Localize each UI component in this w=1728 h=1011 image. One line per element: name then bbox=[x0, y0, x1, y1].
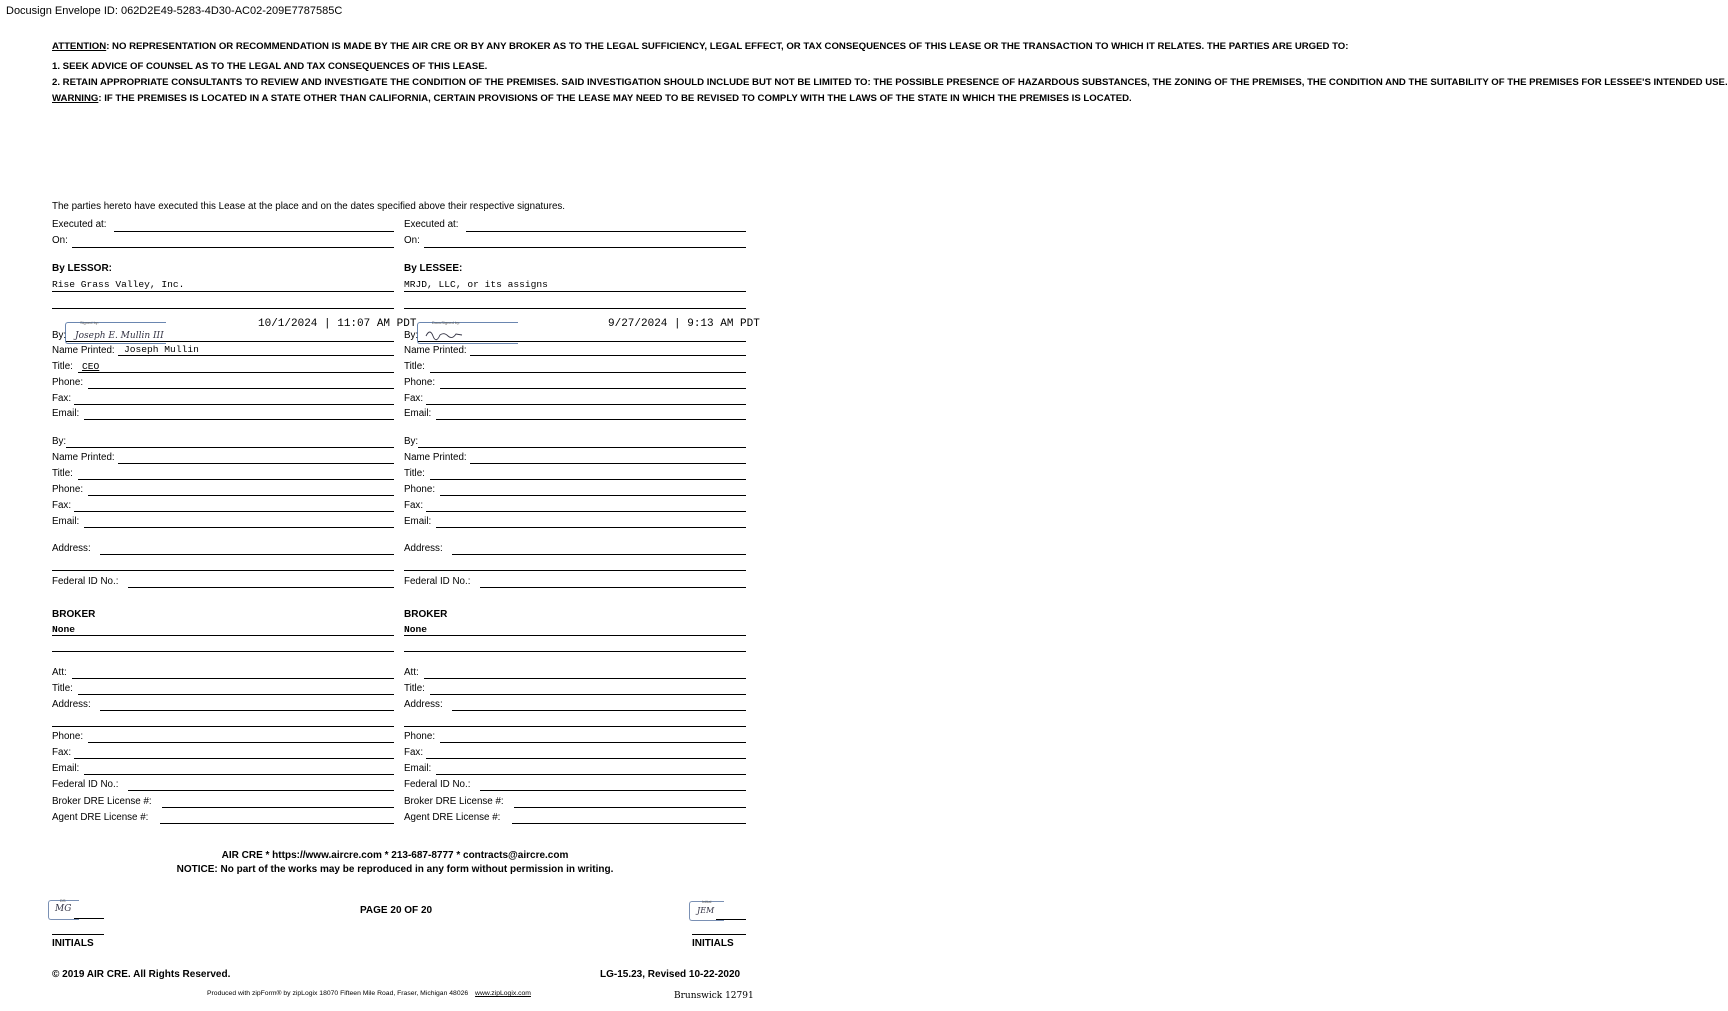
lessee-by-line[interactable] bbox=[418, 341, 746, 342]
lessor-fax2-label: Fax: bbox=[52, 500, 72, 511]
lessor-address-line-2[interactable] bbox=[52, 570, 394, 571]
lessor-executed-at-label: Executed at: bbox=[52, 219, 107, 230]
broker-right-email-label: Email: bbox=[404, 763, 432, 774]
left-initials-line bbox=[74, 918, 104, 919]
lessee-email-line[interactable] bbox=[436, 419, 746, 420]
lessor-fax-label: Fax: bbox=[52, 393, 72, 404]
lessor-signature[interactable]: Joseph E. Mullin III bbox=[75, 331, 164, 341]
lessee-timestamp: 9/27/2024 | 9:13 AM PDT bbox=[608, 318, 760, 330]
attention-text: : NO REPRESENTATION OR RECOMMENDATION IS MADE BY THE AIR CRE OR BY ANY BROKER AS TO THE LEGAL SUFFICIENCY, LEGAL EFFECT, OR TAX CONSEQUENCES OF THIS LEASE OR THE TRANSACTION TO WHICH IT RELATES. THE PARTIES ARE URGED TO: bbox=[106, 41, 1349, 52]
broker-right-dre-line[interactable] bbox=[514, 807, 746, 808]
envelope-id: Docusign Envelope ID: 062D2E49-5283-4D30-AC02-209E7787585C bbox=[6, 5, 343, 17]
lessor-heading: By LESSOR: bbox=[52, 263, 113, 274]
lessee-signed-by-tag: DocuSigned by: bbox=[432, 320, 461, 325]
broker-left-dre-line[interactable] bbox=[162, 807, 394, 808]
lessor-title2-label: Title: bbox=[52, 468, 73, 479]
lessor-title-line[interactable] bbox=[78, 372, 394, 373]
lessor-email-label: Email: bbox=[52, 408, 80, 419]
lessee-name2-line[interactable] bbox=[470, 463, 746, 464]
lessor-name2-line[interactable] bbox=[118, 463, 394, 464]
lessor-entity-line bbox=[52, 291, 394, 292]
lessor-federal-id-line[interactable] bbox=[128, 587, 394, 588]
lessee-title-label: Title: bbox=[404, 361, 425, 372]
lessor-address-label: Address: bbox=[52, 543, 91, 554]
lessor-entity-line-2 bbox=[52, 308, 394, 309]
lessor-on-line[interactable] bbox=[72, 247, 394, 248]
broker-left-value: None bbox=[52, 624, 76, 635]
broker-left-att-label: Att: bbox=[52, 667, 67, 678]
broker-left-federal-id-line[interactable] bbox=[128, 790, 394, 791]
lessee-email2-line[interactable] bbox=[436, 527, 746, 528]
ziplogix-link[interactable]: www.zipLogix.com bbox=[475, 990, 531, 997]
lessee-by2-line[interactable] bbox=[418, 447, 746, 448]
lessor-name: Joseph Mullin bbox=[124, 344, 199, 355]
warning-label: WARNING bbox=[52, 93, 99, 104]
lessee-address-label: Address: bbox=[404, 543, 443, 554]
lessee-entity-line bbox=[404, 291, 746, 292]
lessor-timestamp: 10/1/2024 | 11:07 AM PDT bbox=[258, 318, 417, 330]
broker-left-fax-label: Fax: bbox=[52, 747, 72, 758]
lessee-on-line[interactable] bbox=[424, 247, 746, 248]
lessor-fax-line[interactable] bbox=[74, 404, 394, 405]
broker-left-email-label: Email: bbox=[52, 763, 80, 774]
lessee-title2-label: Title: bbox=[404, 468, 425, 479]
broker-right-line[interactable] bbox=[404, 635, 746, 636]
broker-left-title-label: Title: bbox=[52, 683, 73, 694]
lessee-phone2-line[interactable] bbox=[440, 495, 746, 496]
broker-right-fax-label: Fax: bbox=[404, 747, 424, 758]
lessee-name-label: Name Printed: bbox=[404, 345, 467, 356]
lessor-address-line[interactable] bbox=[100, 554, 394, 555]
lessee-title2-line[interactable] bbox=[430, 479, 746, 480]
lessee-phone2-label: Phone: bbox=[404, 484, 436, 495]
intro-text: The parties hereto have executed this Lease at the place and on the dates specified above their respective signatures. bbox=[52, 201, 566, 212]
lessor-phone-line[interactable] bbox=[88, 388, 394, 389]
page-number: PAGE 20 OF 20 bbox=[360, 905, 433, 916]
lessor-phone2-label: Phone: bbox=[52, 484, 84, 495]
zipform-credit bbox=[207, 990, 531, 997]
lessor-name-label: Name Printed: bbox=[52, 345, 115, 356]
lessor-by-line[interactable] bbox=[66, 341, 394, 342]
lessor-by2-line[interactable] bbox=[66, 447, 394, 448]
lessor-on-label: On: bbox=[52, 235, 68, 246]
lessee-address-line-2[interactable] bbox=[404, 570, 746, 571]
lessee-by2-label: By: bbox=[404, 436, 419, 447]
lessee-federal-id-label: Federal ID No.: bbox=[404, 576, 471, 587]
agent-left-dre-line[interactable] bbox=[160, 823, 394, 824]
attention-item-1: 1. SEEK ADVICE OF COUNSEL AS TO THE LEGAL AND TAX CONSEQUENCES OF THIS LEASE. bbox=[52, 61, 488, 72]
broker-left-line-2[interactable] bbox=[52, 651, 394, 652]
lessor-by2-label: By: bbox=[52, 436, 67, 447]
right-initials[interactable]: JEM bbox=[697, 906, 715, 915]
broker-right-email-line[interactable] bbox=[436, 774, 746, 775]
lessee-fax2-label: Fax: bbox=[404, 500, 424, 511]
broker-left-fax-line[interactable] bbox=[74, 758, 394, 759]
lessee-entity-line-2 bbox=[404, 308, 746, 309]
lessor-entity: Rise Grass Valley, Inc. bbox=[52, 279, 185, 290]
broker-right-phone-label: Phone: bbox=[404, 731, 436, 742]
broker-left-federal-id-label: Federal ID No.: bbox=[52, 779, 119, 790]
broker-left-phone-line[interactable] bbox=[88, 742, 394, 743]
lessee-phone-line[interactable] bbox=[440, 388, 746, 389]
lessor-executed-at-line[interactable] bbox=[114, 231, 394, 232]
lessee-phone-label: Phone: bbox=[404, 377, 436, 388]
lessee-name-line[interactable] bbox=[470, 355, 746, 356]
right-initials-tag: Initial bbox=[702, 899, 712, 904]
right-initials-underline bbox=[692, 934, 746, 935]
attention-label: ATTENTION bbox=[52, 41, 107, 52]
broker-left-phone-label: Phone: bbox=[52, 731, 84, 742]
copyright: © 2019 AIR CRE. All Rights Reserved. bbox=[52, 969, 231, 980]
lessor-title: CEO bbox=[82, 361, 100, 372]
broker-left-line[interactable] bbox=[52, 635, 394, 636]
lessor-phone-label: Phone: bbox=[52, 377, 84, 388]
footer-contact: AIR CRE * https://www.aircre.com * 213-687-8777 * contracts@aircre.com bbox=[221, 850, 569, 861]
left-initials-tag: DS bbox=[60, 898, 66, 903]
brunswick-id: Brunswick 12791 bbox=[674, 991, 754, 1001]
lessee-address-line[interactable] bbox=[452, 554, 746, 555]
lessor-email2-line[interactable] bbox=[84, 527, 394, 528]
lessor-name2-label: Name Printed: bbox=[52, 452, 115, 463]
lessee-federal-id-line[interactable] bbox=[480, 587, 746, 588]
broker-right-title-label: Title: bbox=[404, 683, 425, 694]
lessee-name2-label: Name Printed: bbox=[404, 452, 467, 463]
broker-right-title-line[interactable] bbox=[430, 694, 746, 695]
broker-right-address-line-2[interactable] bbox=[404, 726, 746, 727]
lessee-title-line[interactable] bbox=[430, 372, 746, 373]
lessee-signature-scribble[interactable] bbox=[424, 328, 464, 340]
lessor-email-line[interactable] bbox=[84, 419, 394, 420]
agent-left-dre-label: Agent DRE License #: bbox=[52, 812, 149, 823]
broker-right-fax-line[interactable] bbox=[426, 758, 746, 759]
lessee-fax2-line[interactable] bbox=[426, 511, 746, 512]
lessor-phone2-line[interactable] bbox=[88, 495, 394, 496]
broker-right-heading: BROKER bbox=[404, 609, 448, 620]
broker-right-federal-id-label: Federal ID No.: bbox=[404, 779, 471, 790]
lessor-fax2-line[interactable] bbox=[74, 511, 394, 512]
left-initials[interactable]: MG bbox=[55, 904, 72, 914]
broker-right-line-2[interactable] bbox=[404, 651, 746, 652]
broker-right-address-label: Address: bbox=[404, 699, 443, 710]
lessor-federal-id-label: Federal ID No.: bbox=[52, 576, 119, 587]
lessee-fax-label: Fax: bbox=[404, 393, 424, 404]
broker-left-dre-label: Broker DRE License #: bbox=[52, 796, 152, 807]
lessor-title-label: Title: bbox=[52, 361, 73, 372]
broker-left-address-label: Address: bbox=[52, 699, 91, 710]
lessee-executed-at-label: Executed at: bbox=[404, 219, 459, 230]
attention-item-2: 2. RETAIN APPROPRIATE CONSULTANTS TO REVIEW AND INVESTIGATE THE CONDITION OF THE PREMISES. SAID INVESTIGATION SHOULD INCLUDE BUT NOT BE LIMITED TO: THE POSSIBLE PRESENCE OF HAZARDOUS SUBSTANCES, THE ZONING OF THE PREMISES, THE CONDITION AND THE SUITABILITY OF THE PREMISES FOR LESSEE'S INTENDED USE. bbox=[52, 77, 1728, 88]
agent-right-dre-line[interactable] bbox=[512, 823, 746, 824]
lessee-on-label: On: bbox=[404, 235, 420, 246]
zipform-produced: Produced with zipForm® by zipLogix 18070 Fifteen Mile Road, Fraser, Michigan 48026 bbox=[207, 990, 469, 997]
lessee-by-label: By: bbox=[404, 330, 419, 341]
lessor-signed-by-tag: Signed by: bbox=[80, 320, 99, 325]
broker-left-address-line[interactable] bbox=[100, 710, 394, 711]
lessor-title2-line[interactable] bbox=[78, 479, 394, 480]
warning-text: : IF THE PREMISES IS LOCATED IN A STATE OTHER THAN CALIFORNIA, CERTAIN PROVISIONS OF THE LEASE MAY NEED TO BE REVISED TO COMPLY WITH THE LAWS OF THE STATE IN WHICH THE PREMISES IS LOCATED. bbox=[98, 93, 1132, 104]
lessee-email2-label: Email: bbox=[404, 516, 432, 527]
broker-right-value: None bbox=[404, 624, 428, 635]
left-initials-underline bbox=[52, 934, 104, 935]
form-id: LG-15.23, Revised 10-22-2020 bbox=[600, 969, 741, 980]
lessee-entity: MRJD, LLC, or its assigns bbox=[404, 279, 548, 290]
agent-right-dre-label: Agent DRE License #: bbox=[404, 812, 501, 823]
broker-right-phone-line[interactable] bbox=[440, 742, 746, 743]
broker-right-att-line[interactable] bbox=[424, 678, 746, 679]
broker-left-title-line[interactable] bbox=[78, 694, 394, 695]
broker-right-att-label: Att: bbox=[404, 667, 419, 678]
lessor-by-label: By: bbox=[52, 330, 67, 341]
attention-block bbox=[52, 39, 1728, 107]
footer-notice: NOTICE: No part of the works may be reproduced in any form without permission in writing. bbox=[176, 864, 614, 875]
broker-left-heading: BROKER bbox=[52, 609, 96, 620]
broker-left-email-line[interactable] bbox=[84, 774, 394, 775]
right-initials-label: INITIALS bbox=[692, 938, 734, 949]
lessor-name-line[interactable] bbox=[118, 355, 394, 356]
broker-right-federal-id-line[interactable] bbox=[480, 790, 746, 791]
right-initials-line bbox=[716, 919, 746, 920]
broker-left-att-line[interactable] bbox=[72, 678, 394, 679]
lessee-fax-line[interactable] bbox=[426, 404, 746, 405]
broker-right-address-line[interactable] bbox=[452, 710, 746, 711]
lessee-email-label: Email: bbox=[404, 408, 432, 419]
lessee-executed-at-line[interactable] bbox=[466, 231, 746, 232]
lessee-heading: By LESSEE: bbox=[404, 263, 463, 274]
broker-left-address-line-2[interactable] bbox=[52, 726, 394, 727]
lessor-email2-label: Email: bbox=[52, 516, 80, 527]
broker-right-dre-label: Broker DRE License #: bbox=[404, 796, 504, 807]
left-initials-label: INITIALS bbox=[52, 938, 94, 949]
